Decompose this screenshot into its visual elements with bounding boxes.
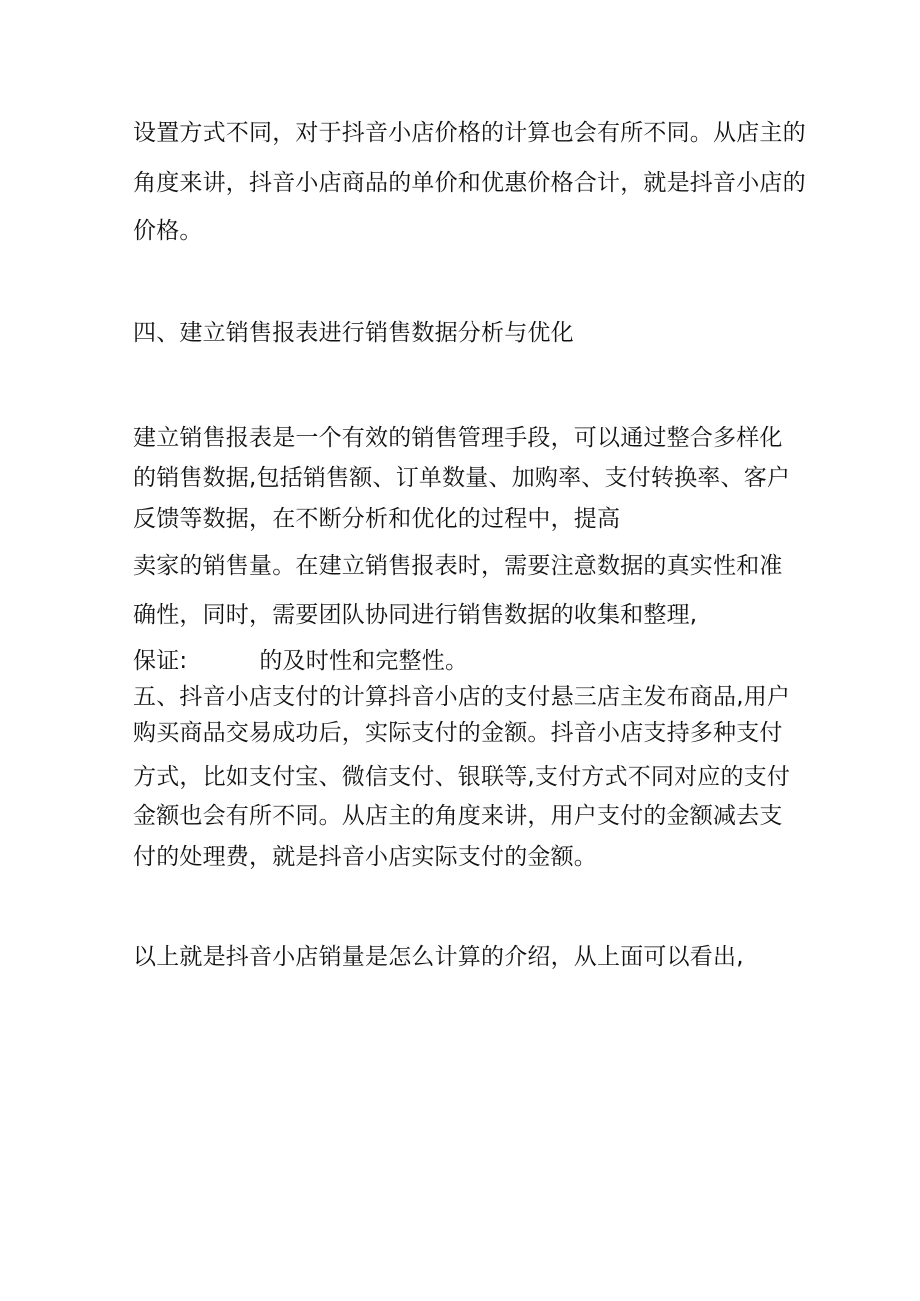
gap-label: 保证: — [133, 648, 188, 674]
paragraph-line: 五、抖音小店支付的计算抖音小店的支付悬三店主发布商品,用户 — [133, 684, 791, 710]
section-heading: 四、建立销售报表进行销售数据分析与优化 — [133, 320, 574, 346]
paragraph-line: 付的处理费，就是抖音小店实际支付的金额。 — [133, 844, 597, 870]
gap-rest: 的及时性和完整性。 — [259, 648, 469, 674]
paragraph-line: 确性，同时，需要团队协同进行销售数据的收集和整理, — [133, 602, 698, 628]
paragraph-line-with-gap — [133, 646, 468, 676]
paragraph-line: 反馈等数据，在不断分析和优化的过程中，提高 — [133, 506, 621, 532]
paragraph-line: 购买商品交易成功后，实际支付的金额。抖音小店支持多种支付 — [133, 720, 783, 746]
paragraph-line: 以上就是抖音小店销量是怎么计算的介绍，从上面可以看出, — [133, 944, 744, 970]
paragraph-line: 设置方式不同，对于抖音小店价格的计算也会有所不同。从店主的 — [133, 120, 806, 146]
paragraph-line: 方式，比如支付宝、微信支付、银联等,支付方式不同对应的支付 — [133, 764, 791, 790]
paragraph-line: 卖家的销售量。在建立销售报表时，需要注意数据的真实性和准 — [133, 553, 783, 579]
paragraph-line: 价格。 — [133, 218, 203, 244]
paragraph-line: 金额也会有所不同。从店主的角度来讲，用户支付的金额减去支 — [133, 803, 783, 829]
paragraph-line: 建立销售报表是一个有效的销售管理手段，可以通过整合多样化 — [133, 425, 783, 451]
paragraph-line: 的销售数据,包括销售额、订单数量、加购率、支付转换率、客户 — [133, 465, 791, 491]
paragraph-line: 角度来讲，抖音小店商品的单价和优惠价格合计，就是抖音小店的 — [133, 170, 806, 196]
